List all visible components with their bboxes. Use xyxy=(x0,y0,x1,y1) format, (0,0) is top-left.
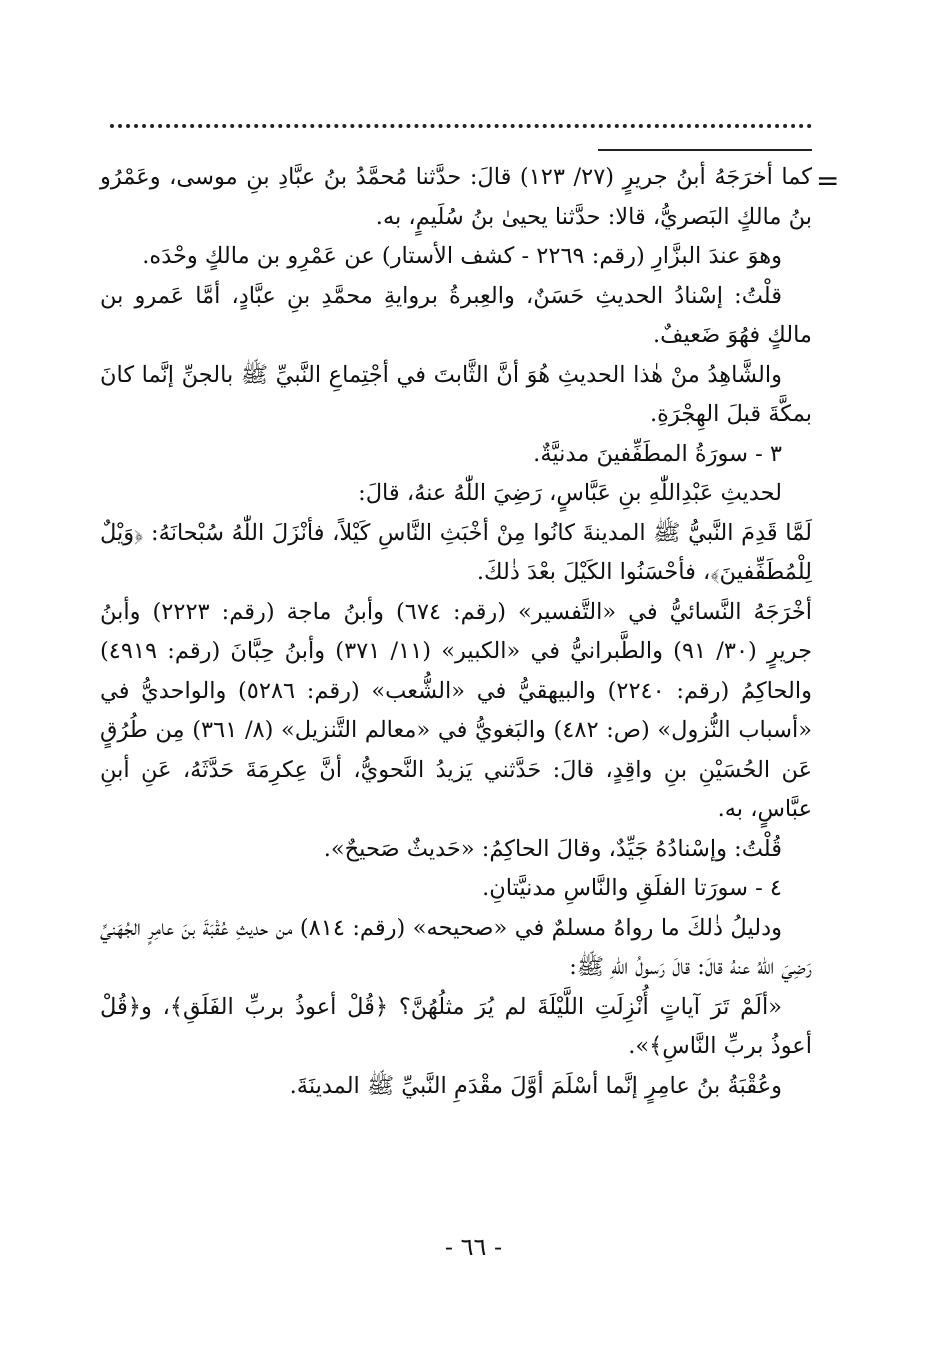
paragraph-takhrij: أخْرَجَهُ النَّسائيُّ في «التَّفسير» (رقم: ٦٧٤) وأبنُ ماجة (رقم: ٢٢٢٣) وأبنُ جريرٍ (٣٠/ ٩١) والطَّبرانيُّ في «الكبير» (١١/ ٣٧١) وأبنُ حِبَّانَ (رقم: ٤٩١٩) والحاكِمُ (رقم: ٢٢٤٠) والبيهقيُّ في «الشُّعب» (رقم: ٥٢٨٦) والواحديُّ في «أسباب النُّزول» (ص: ٤٨٢) والبَغويُّ في «معالم التَّنزيل» (٨/ ٣٦١) مِن طُرُقٍ عَن الحُسَيْنِ بنِ واقِدٍ، قالَ: حَدَّثني يَزيدُ النَّحويُّ، أنَّ عِكرِمَةَ حَدَّثَهُ، عَنِ أبنِ عبَّاسٍ، به. xyxy=(100,598,813,822)
continuation-mark: = xyxy=(816,164,840,197)
main-text xyxy=(100,158,812,1106)
paragraph-isnad-jayyid: قُلْتُ: وإسْنادُهُ جَيِّدٌ، وقالَ الحاكِمُ: «حَديثٌ صَحيحٌ». xyxy=(323,835,782,862)
paragraph-hadith-text: لَمَّا قَدِمَ النَّبيُّ ﷺ المدينةَ كانُوا مِنْ أخْبَثِ النَّاسِ كَيْلاً، فأنْزَلَ اللّٰهُ سُبْحانَهُ: ﴿وَيْلٌ لِلْمُطَفِّفينَ﴾، فأحْسَنُوا الكَيْلَ بعْدَ ذٰلكَ. xyxy=(100,519,812,585)
paragraph-bazzar: وهوَ عندَ البزَّارِ (رقم: ٢٢٦٩ - كشف الأستار) عن عَمْرِو بن مالكٍ وحْدَه. xyxy=(142,243,782,269)
paragraph-isnad-hasan: قلْتُ: إسْنادُ الحديثِ حَسَنٌ، والعِبرةُ بروايةِ محمَّدِ بنِ عبَّادٍ، أمَّا عَمرو بن مالكٍ فهُوَ ضَعيفٌ. xyxy=(100,282,812,348)
heading-surat-falaq-nas: ٤ - سورَتا الفلَقِ والنَّاسِ مدنيَّتانِ. xyxy=(482,875,782,901)
paragraph-hadith-ibn-abbas: لحديثِ عَبْدِاللّٰهِ بنِ عَبَّاسٍ، رَضِيَ اللّٰهُ عنهُ، قالَ: xyxy=(358,480,782,506)
dotted-separator xyxy=(110,124,812,128)
paragraph-uqba-islam: وعُقْبَةُ بنُ عامِرٍ إنَّما أسْلَمَ أوَّلَ مقْدَمِ النَّبيِّ ﷺ المدينَةَ. xyxy=(289,1072,782,1099)
paragraph-muslim-dalil: ودليلُ ذٰلكَ ما رواهُ مسلمٌ في «صحيحه» (رقم: ٨١٤) من حديثِ عُقْبَةَ بنَ عامِرٍ الجُهَنيِّ رَضِيَ اللّٰهُ عنهُ قالَ: قالَ رَسولُ اللّٰهِ ﷺ: xyxy=(100,914,812,980)
footnote-rule xyxy=(598,149,812,151)
paragraph-ibn-jarir: كما أخرَجَهُ أبنُ جريرٍ (٢٧/ ١٢٣) قالَ: حدَّثنا مُحمَّدُ بنُ عبَّادِ بنِ موسى، وعَمْرُو بنُ مالكٍ البَصريُّ، قالا: حدَّثنا يحيىٰ بنُ سُلَيمٍ، به. xyxy=(100,164,813,230)
paragraph-shahid: والشَّاهِدُ منْ هٰذا الحديثِ هُوَ أنَّ الثَّابتَ في أجْتِماعِ النَّبيِّ ﷺ بالجنِّ إنَّما كانَ بمكَّةَ قبلَ الهِجْرَةِ. xyxy=(100,361,812,427)
heading-surat-mutaffifin: ٣ - سورَةُ المطَفِّفينَ مدنيَّةٌ. xyxy=(533,440,782,467)
paragraph-hadith-uqba: «ألَمْ تَرَ آياتٍ أُنْزِلَتِ اللَّيْلَةَ لم يُرَ مثلُهُنَّ؟ ﴿قُلْ أعوذُ بربِّ الفَلَقِ﴾، و﴿قُلْ أعوذُ بربِّ النَّاسِ﴾». xyxy=(100,993,812,1059)
page-number: - ٦٦ - xyxy=(444,1233,503,1261)
